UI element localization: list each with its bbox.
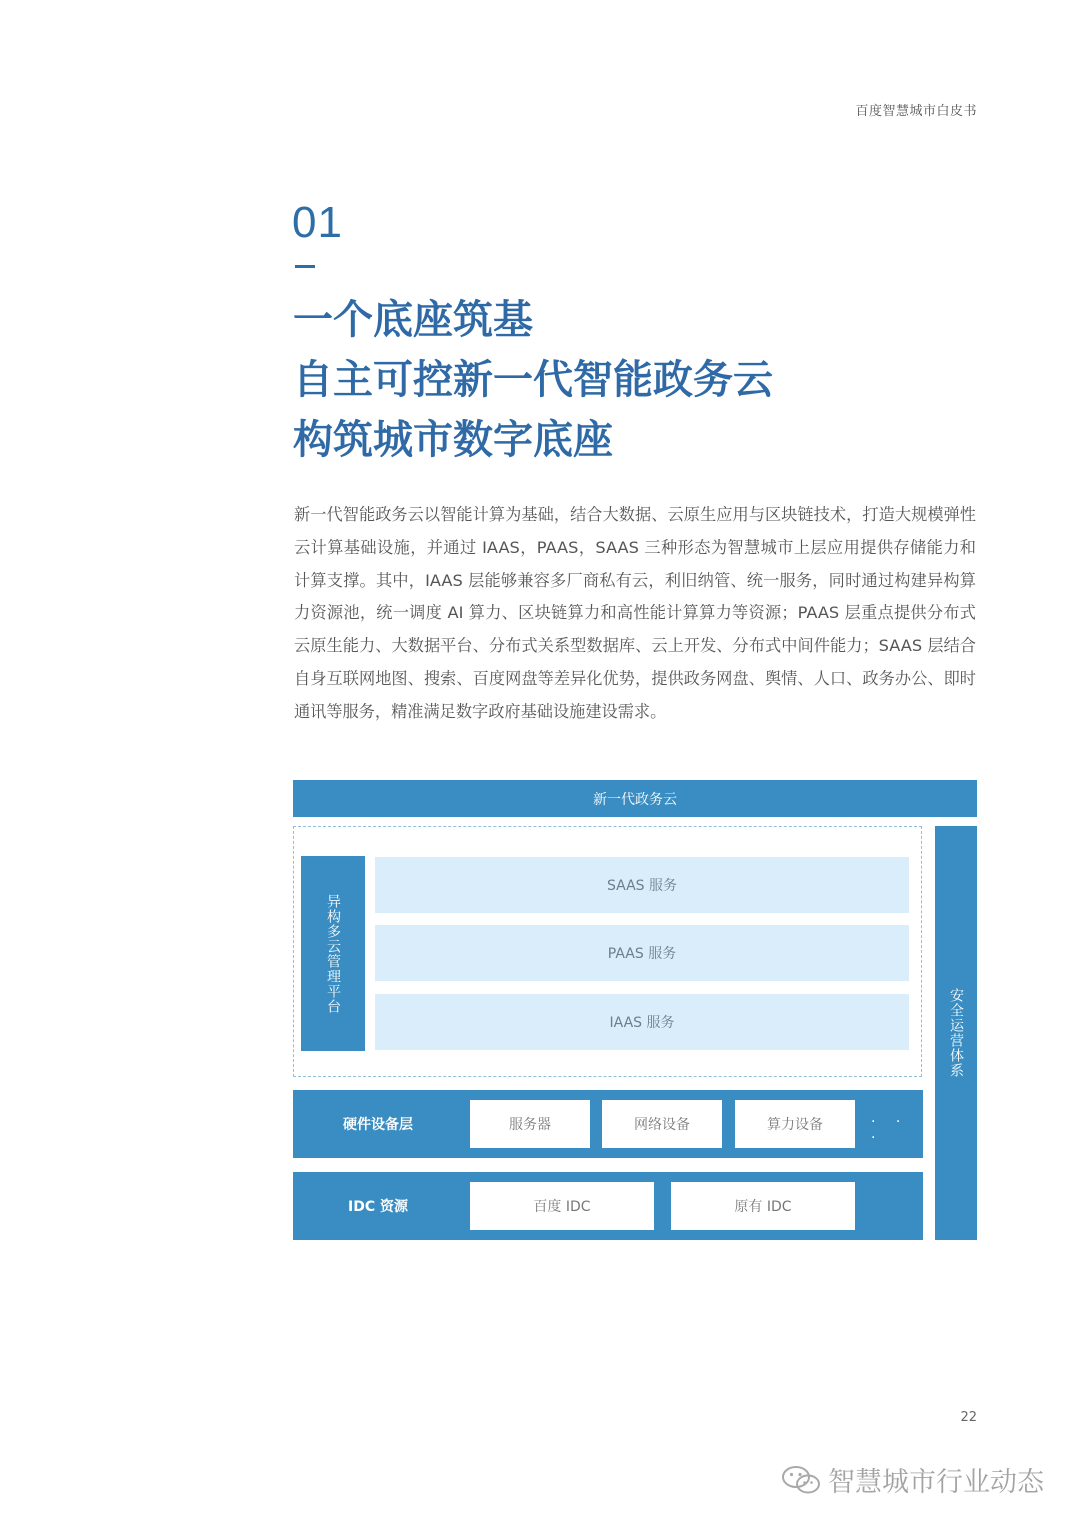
hardware-layer bbox=[293, 1090, 923, 1158]
watermark bbox=[780, 1460, 1044, 1499]
hardware-layer-label: 硬件设备层 bbox=[343, 1117, 413, 1133]
chapter-heading bbox=[293, 290, 773, 470]
heading-line-2: 自主可控新一代智能政务云 bbox=[293, 357, 773, 403]
security-ops-label: 安全运营体系 bbox=[948, 988, 964, 1078]
idc-layer bbox=[293, 1172, 923, 1240]
watermark-text: 智慧城市行业动态 bbox=[828, 1467, 1044, 1498]
security-ops-system bbox=[935, 826, 977, 1240]
page-number: 22 bbox=[960, 1410, 977, 1425]
multi-cloud-platform-label: 异构多云管理平台 bbox=[325, 893, 341, 1014]
hardware-more: · · · bbox=[871, 1114, 909, 1146]
idc-item-baidu: 百度 IDC bbox=[470, 1182, 654, 1230]
architecture-diagram bbox=[293, 780, 977, 1242]
saas-service: SAAS 服务 bbox=[375, 857, 909, 913]
body-paragraph: 新一代智能政务云以智能计算为基础，结合大数据、云原生应用与区块链技术，打造大规模弹性云计算基础设施，并通过 IAAS，PAAS，SAAS 三种形态为智慧城市上层应用提供存储能力和计算支撑。其中，IAAS 层能够兼容多厂商私有云，利旧纳管、统一服务，同时通过构建异构算力资源池，统一调度 AI 算力、区块链算力和高性能计算算力等资源；PAAS 层重点提供分布式云原生能力、大数据平台、分布式关系型数据库、云上开发、分布式中间件能力；SAAS 层结合自身互联网地图、搜索、百度网盘等差异化优势，提供政务网盘、舆情、人口、政务办公、即时通讯等服务，精准满足数字政府基础设施建设需求。 bbox=[294, 505, 976, 721]
multi-cloud-platform bbox=[301, 856, 365, 1051]
iaas-service: IAAS 服务 bbox=[375, 994, 909, 1050]
heading-line-1: 一个底座筑基 bbox=[293, 297, 533, 343]
heading-line-3: 构筑城市数字底座 bbox=[293, 417, 613, 463]
header-title: 百度智慧城市白皮书 bbox=[855, 104, 977, 119]
hardware-item-network: 网络设备 bbox=[602, 1100, 722, 1148]
hardware-item-compute: 算力设备 bbox=[735, 1100, 855, 1148]
diagram-top-bar: 新一代政务云 bbox=[293, 780, 977, 817]
wechat-icon bbox=[780, 1463, 822, 1497]
idc-item-existing: 原有 IDC bbox=[671, 1182, 855, 1230]
paas-service: PAAS 服务 bbox=[375, 925, 909, 981]
chapter-divider bbox=[295, 265, 315, 268]
hardware-item-server: 服务器 bbox=[470, 1100, 590, 1148]
chapter-number: 01 bbox=[292, 198, 343, 247]
idc-layer-label: IDC 资源 bbox=[348, 1199, 408, 1215]
